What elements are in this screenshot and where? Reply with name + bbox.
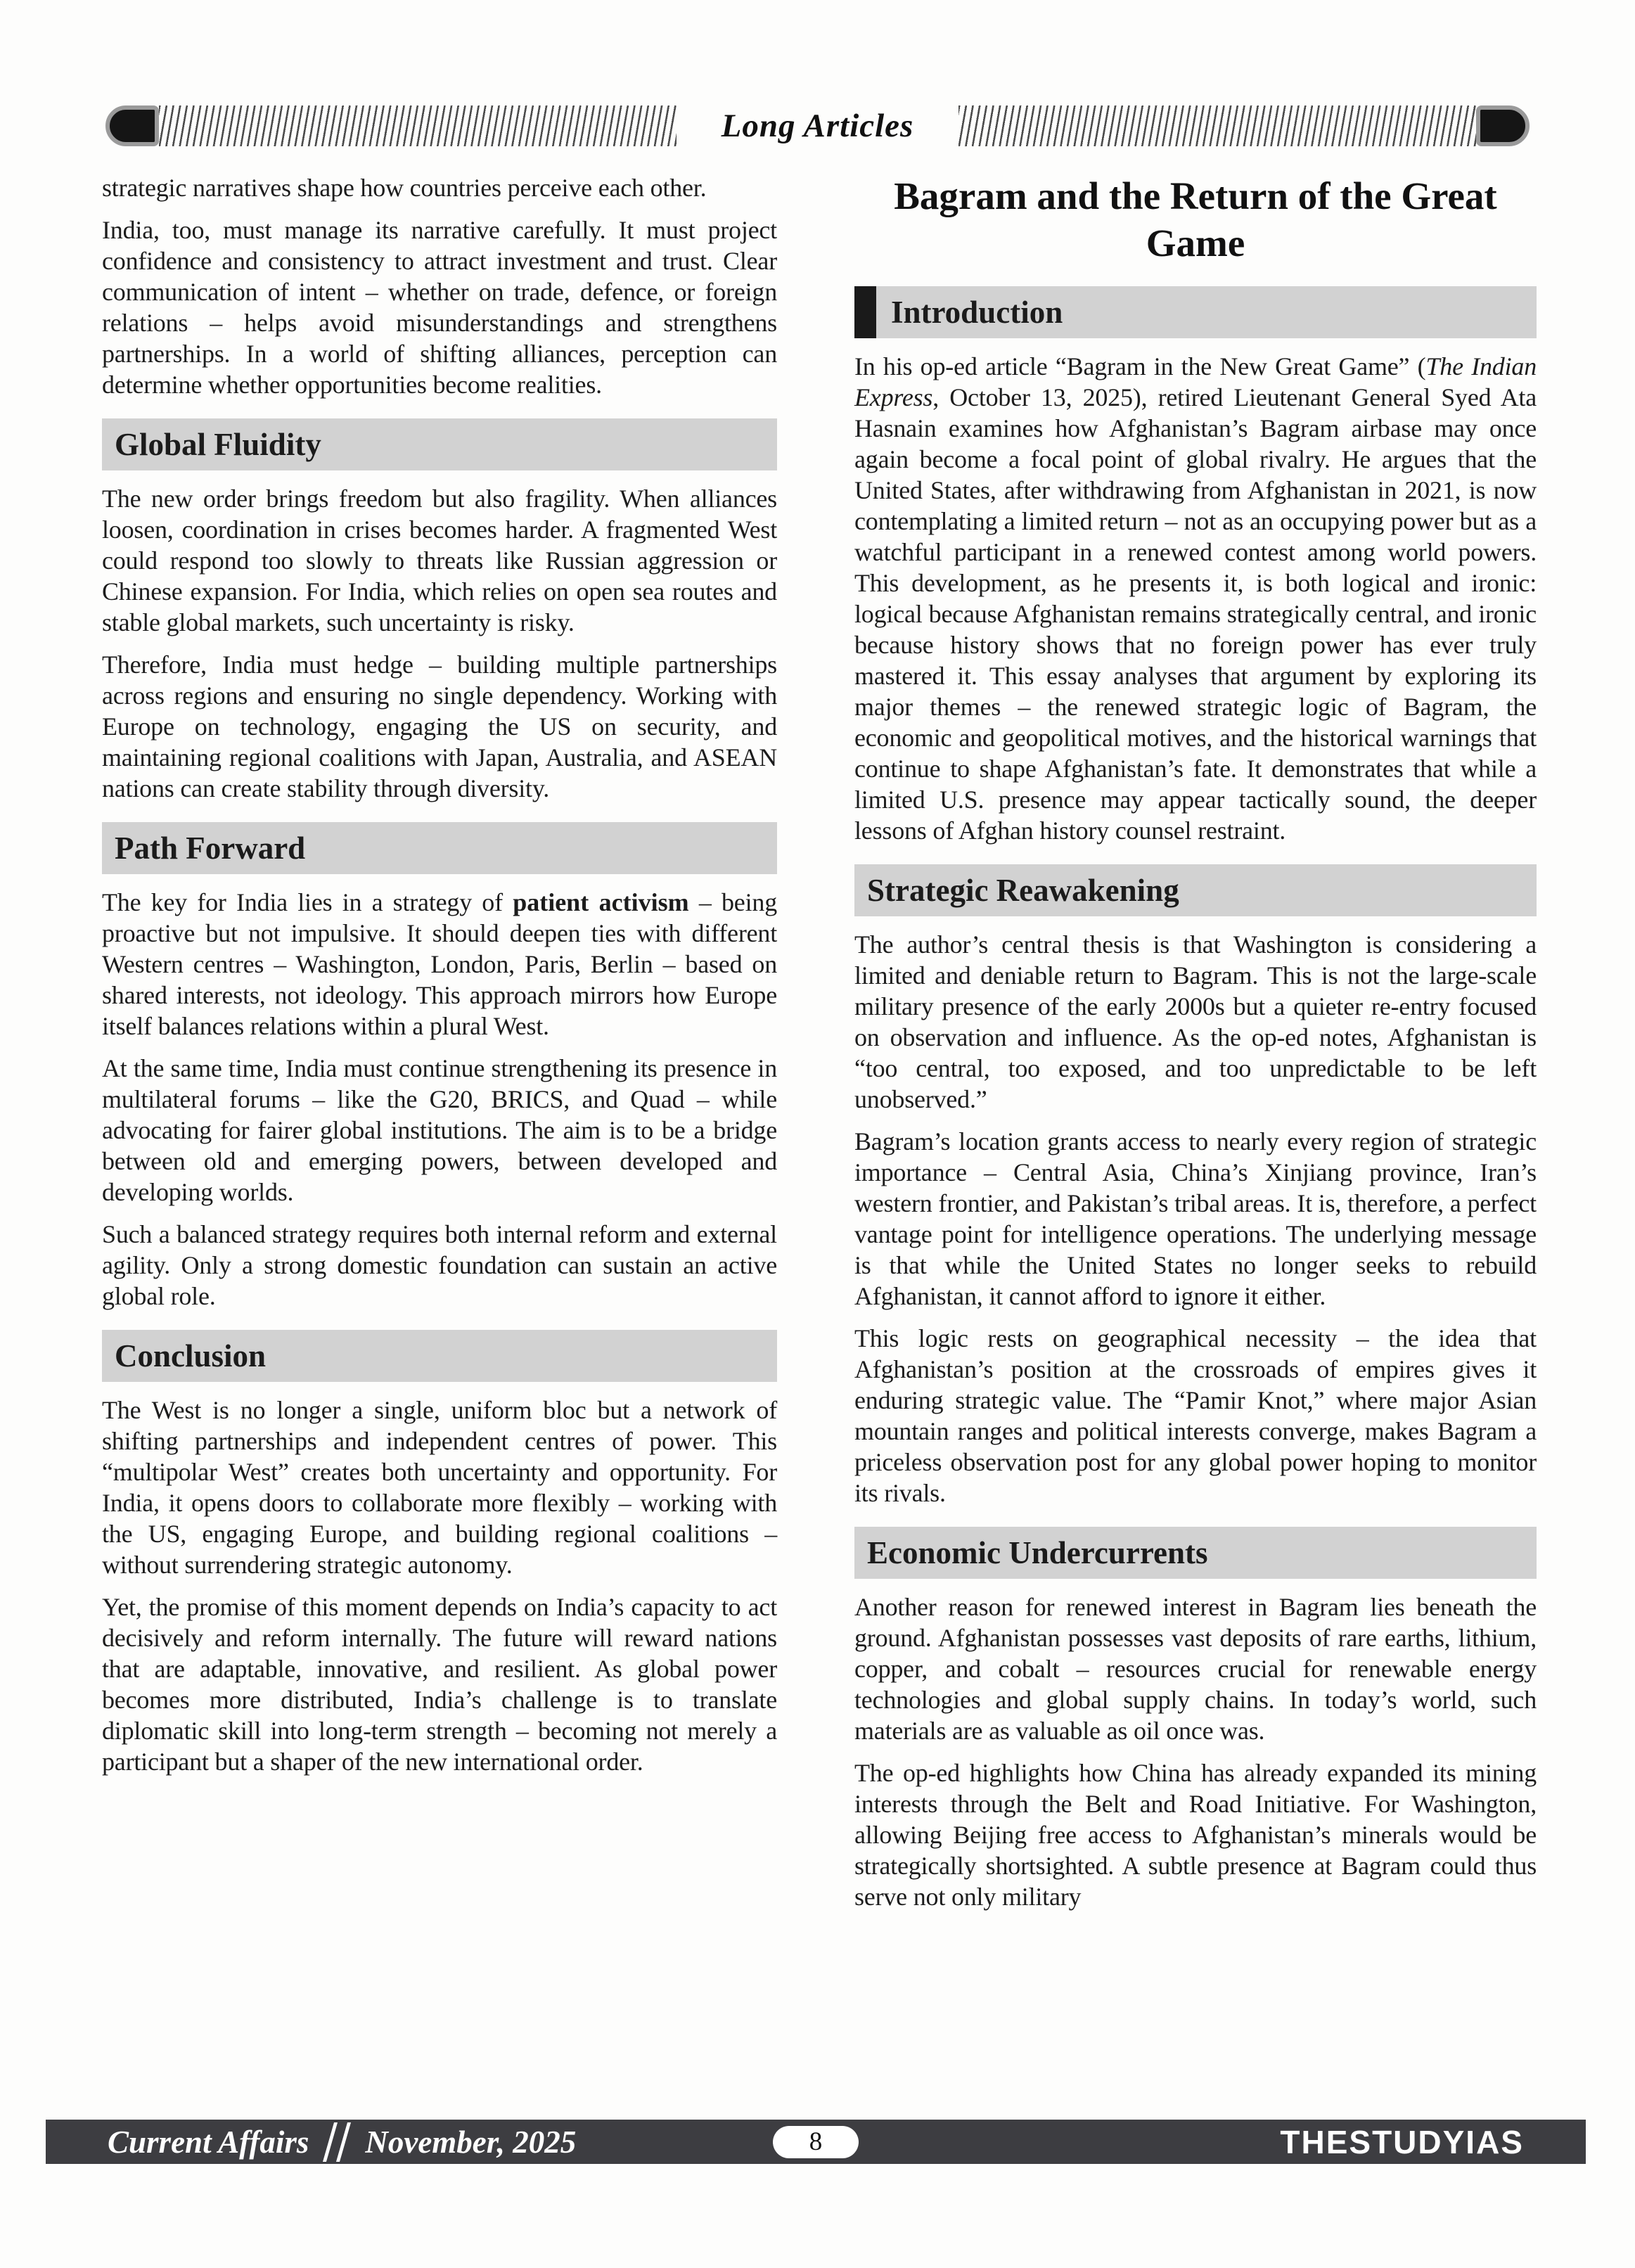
issue-date: November, 2025 bbox=[365, 2124, 577, 2160]
paragraph-text: The key for India lies in a strategy of bbox=[102, 888, 513, 916]
paragraph: The West is no longer a single, uniform bloc but a network of shifting partnerships and independent centres of power. This “multipolar West” creates both uncertainty and opportunity. For India, it opens doors to collaborate more flexibly – working with the US, engaging Europe, and building regional coalitions – without surrendering strategic autonomy. bbox=[102, 1396, 777, 1579]
header-end-cap-left-icon bbox=[105, 105, 159, 146]
paragraph: India, too, must manage its narrative carefully. It must project confidence and consistency to attract investment and trust. Clear communication of intent – whether on trade, defence, or foreign relations – helps avoid misunderstandings and strengthens partnerships. In a world of shifting alliances, perception can determine whether opportunities become realities. bbox=[102, 216, 777, 399]
page-header bbox=[105, 105, 1530, 146]
heading-economic-undercurrents bbox=[854, 1527, 1537, 1579]
paragraph-continuation: strategic narratives shape how countries perceive each other. bbox=[102, 174, 707, 202]
paragraph: Another reason for renewed interest in Bagram lies beneath the ground. Afghanistan possesses vast deposits of rare earths, lithium, copper, and cobalt – resources crucial for renewable energy technologies and global supply chains. In today’s world, such materials are as valuable as oil once was. bbox=[854, 1593, 1537, 1745]
paragraph: The op-ed highlights how China has already expanded its mining interests through the Belt and Road Initiative. For Washington, allowing Beijing free access to Afghanistan’s minerals would be strategically shortsighted. A subtle presence at Bagram could thus serve not only military bbox=[854, 1759, 1537, 1911]
article-title: Bagram and the Return of the Great Game bbox=[894, 174, 1497, 264]
italic-publication-name: The Indian Express bbox=[854, 352, 1537, 411]
heading-strategic-reawakening bbox=[854, 864, 1537, 916]
heading-path-forward bbox=[102, 822, 777, 874]
header-hatch-bar-right bbox=[958, 105, 1476, 146]
paragraph-text: , October 13, 2025), retired Lieutenant General Syed Ata Hasnain examines how Afghanistan’s Bagram airbase may once again become a focal point of global rivalry. He argues that the United States, after withdrawing from Afghanistan in 2021, is now contemplating a limited return – not as an occupying power but as a watchful participant in a renewed contest among world powers. This development, as he presents it, is both logical and ironic: logical because Afghanistan remains strategically central, and ironic because history shows that no foreign power has ever truly mastered it. This essay analyses that argument by exploring its major themes – the renewed strategic logic of Bagram, the economic and geopolitical motives, and the historical warnings that continue to shape Afghanistan’s fate. It demonstrates that while a limited U.S. presence may appear tactically sound, the deeper lessons of Afghan history counsel restraint. bbox=[854, 383, 1537, 845]
heading-text: Global Fluidity bbox=[115, 427, 321, 462]
bold-phrase: patient activism bbox=[513, 888, 689, 916]
heading-text: Path Forward bbox=[115, 831, 306, 866]
brand-name: THESTUDYIAS bbox=[1280, 2123, 1524, 2160]
paragraph bbox=[854, 351, 1537, 846]
paragraph: Yet, the promise of this moment depends on India’s capacity to act decisively and reform internally. The future will reward nations that are adaptable, innovative, and resilient. As global power becomes more distributed, India’s challenge is to translate diplomatic skill into long-term strength – becoming not merely a participant but a shaper of the new international order. bbox=[102, 1593, 777, 1776]
paragraph: Such a balanced strategy requires both internal reform and external agility. Only a strong domestic foundation can sustain an active global role. bbox=[102, 1220, 777, 1310]
paragraph-text: In his op-ed article “Bagram in the New Great Game” ( bbox=[854, 352, 1426, 380]
section-title: Long Articles bbox=[721, 108, 914, 144]
paragraph: Bagram’s location grants access to nearly every region of strategic importance – Central Asia, China’s Xinjiang province, Iran’s western frontier, and Pakistan’s tribal areas. It is, therefore, a perfect vantage point for intelligence operations. The underlying message is that while the United States no longer seeks to rebuild Afghanistan, it cannot afford to ignore it either. bbox=[854, 1127, 1537, 1310]
header-end-cap-right-icon bbox=[1476, 105, 1530, 146]
heading-text: Introduction bbox=[891, 295, 1063, 330]
two-column-layout bbox=[102, 172, 1537, 1923]
heading-text: Conclusion bbox=[115, 1338, 267, 1373]
header-hatch-bar-left bbox=[159, 105, 677, 146]
page-footer bbox=[46, 2120, 1586, 2164]
paragraph: Therefore, India must hedge – building multiple partnerships across regions and ensuring no single dependency. Working with Europe on technology, engaging the US on security, and maintaining regional coalitions with Japan, Australia, and ASEAN nations can create stability through diversity. bbox=[102, 651, 777, 802]
heading-text: Strategic Reawakening bbox=[867, 873, 1179, 908]
parallel-lines-divider-icon bbox=[323, 2122, 351, 2162]
heading-accent-block bbox=[854, 286, 876, 338]
heading-text: Economic Undercurrents bbox=[867, 1535, 1208, 1570]
heading-introduction bbox=[854, 286, 1537, 338]
footer-publication-info bbox=[108, 2122, 576, 2162]
paragraph: The new order brings freedom but also fragility. When alliances loosen, coordination in crises becomes harder. A fragmented West could respond too slowly to threats like Russian aggression or Chinese expansion. For India, which relies on open sea routes and stable global markets, such uncertainty is risky. bbox=[102, 485, 777, 636]
left-column bbox=[102, 172, 777, 1788]
publication-name: Current Affairs bbox=[108, 2124, 309, 2160]
right-column bbox=[854, 172, 1537, 1923]
heading-global-fluidity bbox=[102, 418, 777, 470]
paragraph-text: – being proactive but not impulsive. It should deepen ties with different Western centres – Washington, London, Paris, Berlin – based on shared interests, not ideology. This approach mirrors how Europe itself balances relations within a plural West. bbox=[102, 888, 777, 1040]
paragraph bbox=[102, 887, 777, 1042]
paragraph: This logic rests on geographical necessity – the idea that Afghanistan’s position at the crossroads of empires gives it enduring strategic value. The “Pamir Knot,” where major Asian mountain ranges and political interests converge, makes Bagram a priceless observation post for any global power hoping to monitor its rivals. bbox=[854, 1324, 1537, 1507]
paragraph: At the same time, India must continue strengthening its presence in multilateral forums – like the G20, BRICS, and Quad – while advocating for fairer global institutions. The aim is to be a bridge between old and emerging powers, between developed and developing worlds. bbox=[102, 1054, 777, 1206]
page-number-badge bbox=[773, 2126, 859, 2158]
paragraph: The author’s central thesis is that Washington is considering a limited and deniable return to Bagram. This is not the large-scale military presence of the early 2000s but a quieter re-entry focused on observation and influence. As the op-ed notes, Afghanistan is “too central, too exposed, and too unpredictable to be left unobserved.” bbox=[854, 930, 1537, 1113]
heading-conclusion bbox=[102, 1330, 777, 1382]
page-number: 8 bbox=[809, 2127, 823, 2156]
